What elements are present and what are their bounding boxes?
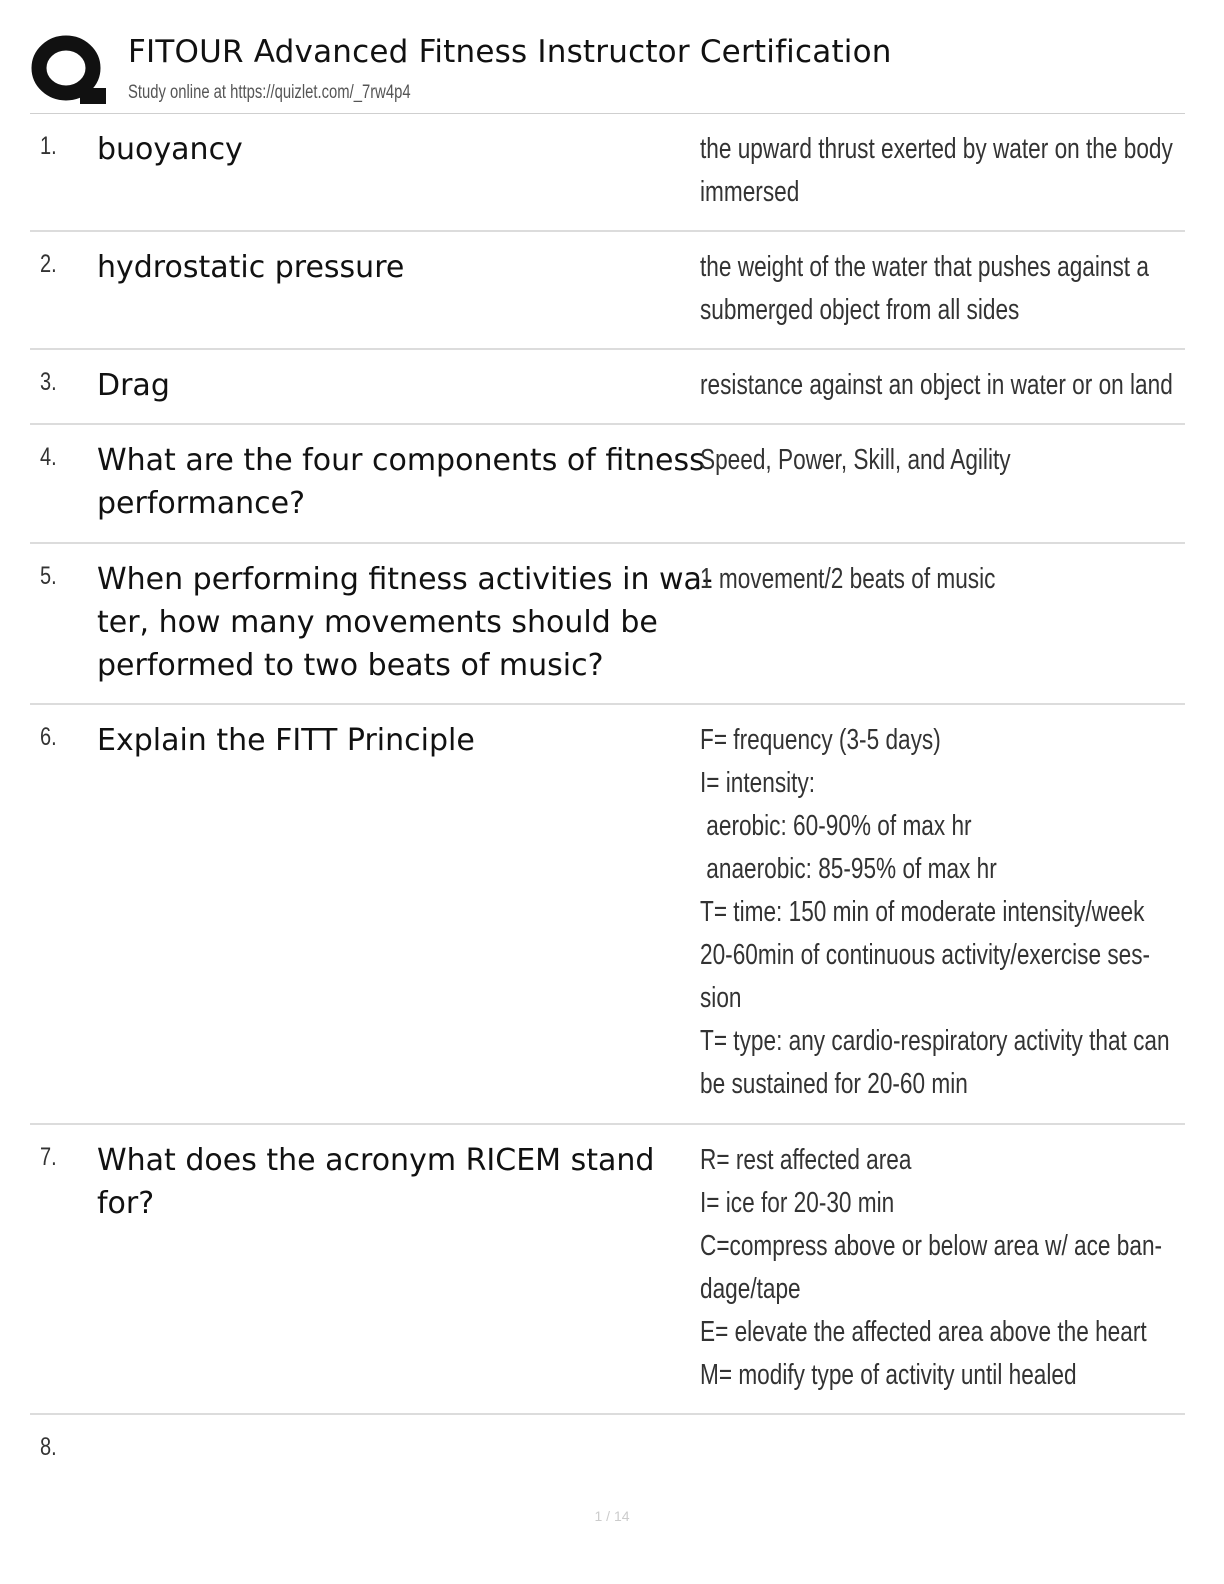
- term-line: performance?: [97, 486, 306, 521]
- card-definition: [700, 128, 1173, 214]
- definition-line: F= frequency (3-5 days): [700, 724, 941, 756]
- flashcard-row: [30, 1415, 1185, 1495]
- card-definition: [700, 439, 1168, 482]
- flashcard-list: [30, 114, 1185, 1495]
- flashcard-row: [30, 1125, 1185, 1415]
- card-definition: [700, 246, 1168, 332]
- term-line: Drag: [97, 368, 170, 403]
- card-number: 7.: [40, 1143, 57, 1171]
- term-line: hydrostatic pressure: [97, 250, 405, 285]
- flashcard-row: [30, 350, 1185, 425]
- card-number: 2.: [40, 250, 57, 278]
- definition-line: 1 movement/2 beats of music: [700, 563, 996, 595]
- card-term: [97, 128, 701, 171]
- card-number: 6.: [40, 723, 57, 751]
- term-line: What are the four components of fitness: [97, 443, 705, 478]
- definition-line: R= rest affected area: [700, 1144, 912, 1176]
- flashcard-row: [30, 232, 1185, 350]
- card-term: [97, 439, 705, 525]
- flashcard-row: [30, 114, 1185, 232]
- card-term: [97, 1139, 701, 1225]
- card-term: [97, 558, 713, 687]
- page-number: 1 / 14: [594, 1508, 630, 1524]
- quizlet-logo-icon: [30, 30, 110, 110]
- definition-line: Speed, Power, Skill, and Agility: [700, 444, 1011, 476]
- card-definition: [700, 1139, 1168, 1397]
- definition-line: resistance against an object in water or on land: [700, 369, 1173, 401]
- term-line: ter, how many movements should be: [97, 605, 658, 640]
- card-definition: [700, 364, 1173, 407]
- card-term: [97, 364, 701, 407]
- card-number: 4.: [40, 443, 57, 471]
- definition-line: T= type: any cardio-respiratory activity that can: [700, 1025, 1170, 1057]
- definition-line: anaerobic: 85-95% of max hr: [700, 853, 997, 885]
- term-line: performed to two beats of music?: [97, 648, 604, 683]
- definition-line: the upward thrust exerted by water on the body: [700, 133, 1173, 165]
- definition-line: immersed: [700, 176, 800, 208]
- definition-line: the weight of the water that pushes against a: [700, 251, 1149, 283]
- set-title: FITOUR Advanced Fitness Instructor Certification: [128, 34, 892, 70]
- flashcard-row: [30, 425, 1185, 544]
- definition-line: M= modify type of activity until healed: [700, 1359, 1077, 1391]
- card-number: 5.: [40, 562, 57, 590]
- card-term: [97, 246, 701, 289]
- term-line: buoyancy: [97, 132, 243, 167]
- definition-line: I= intensity:: [700, 767, 816, 799]
- definition-line: I= ice for 20-30 min: [700, 1187, 895, 1219]
- term-line: Explain the FITT Principle: [97, 723, 475, 758]
- card-number: 8.: [40, 1433, 57, 1461]
- definition-line: E= elevate the affected area above the heart: [700, 1316, 1147, 1348]
- term-line: When performing fitness activities in wa-: [97, 562, 713, 597]
- flashcard-row: [30, 705, 1185, 1125]
- definition-line: aerobic: 60-90% of max hr: [700, 810, 972, 842]
- definition-line: dage/tape: [700, 1273, 801, 1305]
- definition-line: T= time: 150 min of moderate intensity/week: [700, 896, 1145, 928]
- page-header: [30, 28, 1185, 112]
- definition-line: submerged object from all sides: [700, 294, 1020, 326]
- card-definition: [700, 719, 1168, 1106]
- card-number: 1.: [40, 132, 57, 160]
- definition-line: be sustained for 20-60 min: [700, 1068, 968, 1100]
- card-definition: [700, 558, 1168, 601]
- card-term: [97, 719, 701, 762]
- definition-line: C=compress above or below area w/ ace ban-: [700, 1230, 1163, 1262]
- definition-line: sion: [700, 982, 742, 1014]
- study-online-link[interactable]: Study online at https://quizlet.com/_7rw4p4: [128, 82, 411, 103]
- definition-line: 20-60min of continuous activity/exercise ses-: [700, 939, 1151, 971]
- term-line: What does the acronym RICEM stand: [97, 1143, 655, 1178]
- term-line: for?: [97, 1186, 155, 1221]
- card-number: 3.: [40, 368, 57, 396]
- flashcard-row: [30, 544, 1185, 705]
